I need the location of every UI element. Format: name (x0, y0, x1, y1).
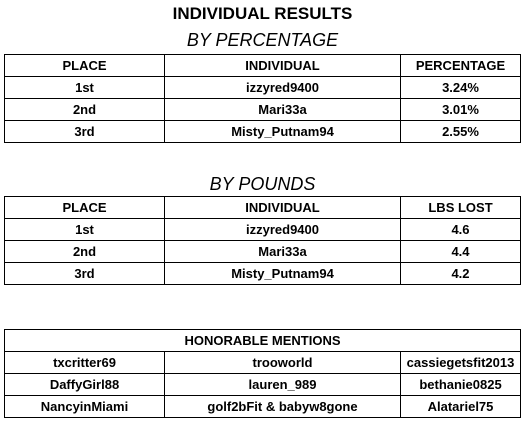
lbs-lost-cell: 4.2 (401, 263, 521, 285)
lbs-lost-cell: 4.6 (401, 219, 521, 241)
mention-cell: cassiegetsfit2013 (401, 352, 521, 374)
column-header-individual: INDIVIDUAL (165, 197, 401, 219)
place-cell: 3rd (5, 263, 165, 285)
mention-cell: Alatariel75 (401, 396, 521, 418)
table-header-row (5, 55, 521, 77)
place-cell: 2nd (5, 99, 165, 121)
by-percentage-heading: BY PERCENTAGE (186, 30, 339, 50)
percentage-results-table (4, 54, 521, 143)
individual-cell: Mari33a (165, 241, 401, 263)
place-cell: 2nd (5, 241, 165, 263)
lbs-lost-cell: 4.4 (401, 241, 521, 263)
individual-cell: Misty_Putnam94 (165, 121, 401, 143)
table-row (5, 219, 521, 241)
table-row (5, 352, 521, 374)
individual-cell: izzyred9400 (165, 219, 401, 241)
table-row (5, 121, 521, 143)
mention-cell: bethanie0825 (401, 374, 521, 396)
column-header-lbs-lost: LBS LOST (401, 197, 521, 219)
table-row (5, 396, 521, 418)
table-row (5, 374, 521, 396)
individual-cell: Mari33a (165, 99, 401, 121)
table-header-row (5, 330, 521, 352)
percentage-cell: 3.01% (401, 99, 521, 121)
mention-cell: DaffyGirl88 (5, 374, 165, 396)
page-title: INDIVIDUAL RESULTS (172, 4, 353, 23)
mention-cell: NancyinMiami (5, 396, 165, 418)
percentage-cell: 2.55% (401, 121, 521, 143)
mention-cell: lauren_989 (165, 374, 401, 396)
honorable-mentions-table (4, 329, 521, 418)
table-row (5, 241, 521, 263)
percentage-cell: 3.24% (401, 77, 521, 99)
by-pounds-heading: BY POUNDS (209, 174, 316, 194)
place-cell: 1st (5, 219, 165, 241)
column-header-place: PLACE (5, 55, 165, 77)
column-header-individual: INDIVIDUAL (165, 55, 401, 77)
pounds-results-table (4, 196, 521, 285)
mention-cell: txcritter69 (5, 352, 165, 374)
place-cell: 1st (5, 77, 165, 99)
mention-cell: golf2bFit & babyw8gone (165, 396, 401, 418)
table-row (5, 99, 521, 121)
table-header-row (5, 197, 521, 219)
mention-cell: trooworld (165, 352, 401, 374)
individual-cell: izzyred9400 (165, 77, 401, 99)
honorable-mentions-heading: HONORABLE MENTIONS (5, 330, 521, 352)
place-cell: 3rd (5, 121, 165, 143)
column-header-percentage: PERCENTAGE (401, 55, 521, 77)
table-row (5, 77, 521, 99)
column-header-place: PLACE (5, 197, 165, 219)
table-row (5, 263, 521, 285)
individual-cell: Misty_Putnam94 (165, 263, 401, 285)
